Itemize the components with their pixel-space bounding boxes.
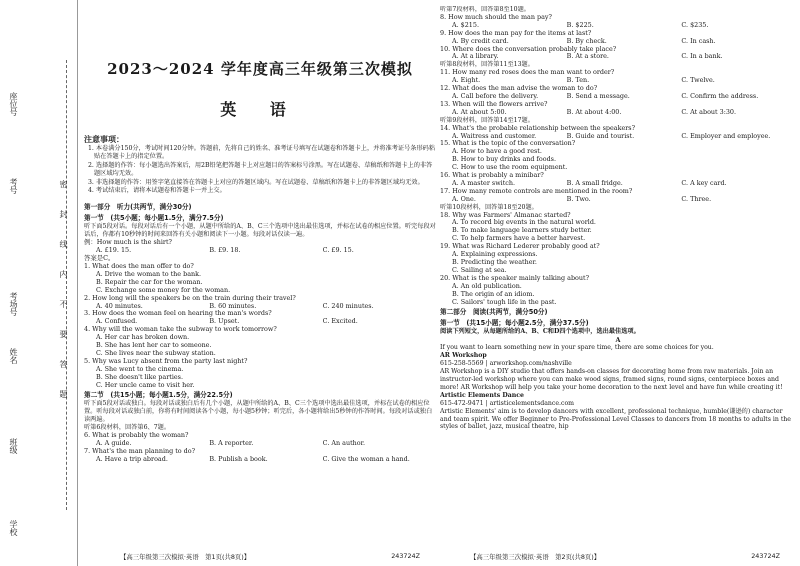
option: C. Three. bbox=[681, 194, 712, 203]
option: A. How to have a good rest. bbox=[452, 147, 542, 156]
page-one-footer bbox=[120, 552, 420, 561]
passage-subtitle: Artistic Elements Dance bbox=[440, 391, 524, 399]
question: 9. How does the man pay for the items at last? bbox=[440, 28, 592, 37]
option: B. She doesn't like parties. bbox=[96, 372, 183, 381]
option: C. In a bank. bbox=[681, 52, 723, 61]
notice-item: 1. 本卷满分150分，考试时间120分钟。答题前，先将自己的姓名、准考证号填写在试题卷和答题卡上，并将准考证号条形码粘贴在答题卡上的指定位置。 bbox=[88, 145, 436, 161]
option: B. At about 4:00. bbox=[566, 107, 622, 116]
question: 6. What is probably the woman? bbox=[84, 431, 189, 440]
binding-margin bbox=[0, 0, 78, 566]
option: C. Give the woman a hand. bbox=[322, 454, 410, 463]
seal-char: 内 bbox=[59, 270, 68, 278]
footer-label: 【高三年级第三次模拟·英语 第2页(共8页)】 bbox=[470, 553, 601, 561]
question: 10. Where does the conversation probably take place? bbox=[440, 44, 617, 53]
option: A. Call before the delivery. bbox=[452, 91, 539, 100]
question: 11. How many red roses does the man want to order? bbox=[440, 68, 615, 77]
option: B. Guide and tourist. bbox=[566, 131, 635, 140]
option: A. A master switch. bbox=[452, 178, 515, 187]
sec2-heading: 第二节 (共15小题；每小题1.5分，满分22.5分) bbox=[84, 391, 233, 400]
question-options bbox=[440, 109, 796, 117]
option: C. A key card. bbox=[681, 178, 727, 187]
option: A. Explaining expressions. bbox=[452, 250, 538, 259]
seal-char: 线 bbox=[59, 240, 68, 248]
seal-char: 密 bbox=[59, 180, 68, 188]
example-question: 例：How much is the shirt? bbox=[84, 238, 172, 247]
exam-no-label: 考号 bbox=[9, 178, 18, 194]
option: B. Upset. bbox=[209, 317, 240, 326]
room-label: 考场号 bbox=[9, 292, 18, 316]
option: B. By check. bbox=[566, 36, 607, 45]
example-answer: 答案是C。 bbox=[84, 254, 115, 263]
passage-paragraph: AR Workshop is a DIY studio that offers hands-on classes for decorating home from raw materials. Join an instructor-led workshop where you can make wood signs, framed signs, round signs, centerpiece boxes and more! AR Workshop will help you take your home decoration to the next level and have fun while creating it! bbox=[440, 368, 783, 391]
notice-item: 3. 非选择题的作答：用签字笔直接答在答题卡上对应的答题区域内。写在试题卷、草稿纸和答题卡上的非答题区域均无效。 bbox=[88, 178, 424, 186]
option: C. $235. bbox=[681, 20, 709, 29]
option: C. Her uncle came to visit her. bbox=[96, 380, 195, 389]
passage-subtitle: AR Workshop bbox=[440, 352, 487, 360]
option: A. By credit card. bbox=[452, 36, 509, 45]
option: B. At a store. bbox=[566, 52, 609, 61]
option: C. Twelve. bbox=[681, 76, 715, 85]
option: A. Her car has broken down. bbox=[96, 333, 190, 342]
option: C. How to use the room equipment. bbox=[452, 163, 568, 172]
option: B. 60 minutes. bbox=[209, 301, 257, 310]
notice-item: 4. 考试结束后，请将本试题卷和答题卡一并上交。 bbox=[88, 187, 226, 195]
option: A. To record big events in the natural world. bbox=[452, 218, 596, 227]
question: 1. What does the man offer to do? bbox=[84, 261, 194, 270]
option: A. Waitress and customer. bbox=[452, 131, 537, 140]
material-lead: 听第9段材料，回答第14至17题。 bbox=[440, 116, 534, 124]
option: B. Repair the car for the woman. bbox=[96, 277, 203, 286]
option: B. She has lent her car to someone. bbox=[96, 341, 212, 350]
question: 4. Why will the woman take the subway to work tomorrow? bbox=[84, 325, 277, 334]
option: C. £9. 15. bbox=[322, 246, 354, 255]
question: 3. How does the woman feel on hearing the man's words? bbox=[84, 309, 272, 318]
option: A. One. bbox=[452, 194, 476, 203]
example-options bbox=[84, 247, 436, 255]
question: 8. How much should the man pay? bbox=[440, 12, 552, 21]
option: A. At about 5:00. bbox=[452, 107, 507, 116]
seal-char: 封 bbox=[59, 210, 68, 218]
footer-code: 243724Z bbox=[751, 552, 780, 560]
passage-contact: 615-258-5569 | arworkshop.com/nashville bbox=[440, 360, 572, 368]
question-options bbox=[440, 196, 796, 204]
question: 2. How long will the speakers be on the train during their travel? bbox=[84, 293, 296, 302]
seal-char: 不 bbox=[59, 300, 68, 308]
material-lead: 听第7段材料，回答第8至10题。 bbox=[440, 6, 530, 13]
option: A. $215. bbox=[452, 20, 479, 29]
exam-title: 2023～2024 学年度高三年级第三次模拟 bbox=[107, 60, 413, 78]
option: B. Two. bbox=[566, 194, 591, 203]
option: C. Sailing at sea. bbox=[452, 265, 507, 274]
question: 20. What is the speaker mainly talking about? bbox=[440, 273, 589, 282]
option: A. 40 minutes. bbox=[96, 301, 143, 310]
option: A. Eight. bbox=[452, 76, 481, 85]
sec1-instructions: 听下面5段对话。每段对话后有一个小题，从题中所给的A、B、C三个选项中选出最佳选项，并标在试卷的相应位置。听完每段对话后，你都有10秒钟的时间来回答有关小题和阅读下一小题。每段对话仅读一遍。 bbox=[84, 223, 436, 239]
option: C. Excited. bbox=[322, 317, 358, 326]
question: 14. What's the probable relationship between the speakers? bbox=[440, 123, 635, 132]
question: 5. Why was Lucy absent from the party last night? bbox=[84, 356, 248, 365]
option: C. Sailors' tough life in the past. bbox=[452, 297, 557, 306]
option: B. Ten. bbox=[566, 76, 590, 85]
question: 19. What was Richard Lederer probably good at? bbox=[440, 242, 600, 251]
question-options bbox=[84, 456, 436, 464]
option: C. At about 3:30. bbox=[681, 107, 737, 116]
option: B. To make language learners study better. bbox=[452, 226, 592, 235]
part2-instructions: 阅读下列短文，从每题所给的A、B、C和D四个选项中，选出最佳选项。 bbox=[440, 328, 640, 336]
option: C. Confirm the address. bbox=[681, 91, 759, 100]
sec2-instructions: 听下面5段对话或独白。每段对话或独白后有几个小题，从题中所给的A、B、C三个选项中选出最佳选项，并标在试卷的相应位置。听每段对话或独白前，你将有时间阅读各个小题，每小题5秒钟；听完后，各小题将给出5秒钟的作答时间。每段对话或独白读两遍。 bbox=[84, 400, 433, 424]
option: A. Confused. bbox=[96, 317, 138, 326]
option: B. A small fridge. bbox=[566, 178, 623, 187]
option: B. Publish a book. bbox=[209, 454, 268, 463]
option: A. Drive the woman to the bank. bbox=[96, 269, 202, 278]
question: 7. What's the man planning to do? bbox=[84, 446, 196, 455]
option: C. She lives near the subway station. bbox=[96, 348, 216, 357]
school-label: 学校 bbox=[9, 520, 18, 536]
part2-sec1-heading: 第一节 (共15小题；每小题2.5分，满分37.5分) bbox=[440, 319, 589, 328]
footer-label: 【高三年级第三次模拟·英语 第1页(共8页)】 bbox=[120, 553, 251, 561]
option: A. Have a trip abroad. bbox=[96, 454, 168, 463]
option: A. A guide. bbox=[96, 439, 132, 447]
passage-letter: A bbox=[615, 336, 621, 345]
seal-line bbox=[66, 60, 67, 510]
question: 12. What does the man advise the woman to do? bbox=[440, 84, 598, 93]
material-lead: 听第6段材料，回答第6、7题。 bbox=[84, 424, 171, 432]
option: B. $225. bbox=[566, 20, 594, 29]
page-two bbox=[440, 6, 796, 554]
seal-char: 题 bbox=[59, 390, 68, 398]
question: 17. How many remote controls are mentioned in the room? bbox=[440, 186, 633, 195]
question: 13. When will the flowers arrive? bbox=[440, 99, 548, 108]
question: 15. What is the topic of the conversation? bbox=[440, 139, 576, 148]
option: A. She went to the cinema. bbox=[96, 364, 184, 373]
option: B. How to buy drinks and foods. bbox=[452, 155, 556, 164]
option: B. The origin of an idiom. bbox=[452, 289, 535, 298]
question: 16. What is probably a minibar? bbox=[440, 171, 544, 180]
part1-heading: 第一部分 听力(共两节，满分30分) bbox=[84, 203, 192, 212]
option: A. An old publication. bbox=[452, 281, 522, 290]
footer-code: 243724Z bbox=[391, 552, 420, 560]
option: B. £9. 18. bbox=[209, 246, 241, 255]
option: B. A reporter. bbox=[209, 439, 254, 447]
option: A. £19. 15. bbox=[96, 246, 132, 255]
seat-label: 座位号 bbox=[9, 92, 18, 116]
name-label: 姓名 bbox=[9, 348, 18, 364]
option: C. Employer and employee. bbox=[681, 131, 771, 140]
option: C. To help farmers have a better harvest. bbox=[452, 234, 586, 243]
option: B. Send a message. bbox=[566, 91, 630, 100]
passage-intro: If you want to learn something new in your spare time, there are some choices for you. bbox=[440, 344, 714, 352]
option: C. An author. bbox=[322, 439, 365, 447]
page-two-footer bbox=[470, 552, 780, 561]
sec1-heading: 第一节 (共5小题；每小题1.5分，满分7.5分) bbox=[84, 214, 224, 223]
passage-contact: 615-472-9471 | artisticelementsdance.com bbox=[440, 399, 575, 407]
option: A. At a library. bbox=[452, 52, 499, 61]
question: 18. Why was Farmers' Almanac started? bbox=[440, 210, 571, 219]
passage-paragraph: Artistic Elements' aim is to develop dancers with excellent, professional technique, humble(谦逊的) character and team spirit. We offer Beginner to Pre-Professional Level Classes to dancers from 18 months to adults in the styles of ballet, jazz, musical theatre, hip bbox=[440, 407, 791, 431]
material-lead: 听第8段材料，回答第11至13题。 bbox=[440, 61, 534, 69]
subject-title: 英 语 bbox=[220, 100, 300, 119]
material-lead: 听第10段材料，回答第18至20题。 bbox=[440, 203, 538, 211]
notice-heading: 注意事项： bbox=[84, 135, 124, 144]
seal-char: 答 bbox=[59, 360, 68, 368]
page-one bbox=[84, 6, 436, 554]
option: C. 240 minutes. bbox=[322, 301, 374, 310]
part2-heading: 第二部分 阅读(共两节，满分50分) bbox=[440, 308, 548, 317]
notice-item: 2. 选择题的作答：每小题选出答案后，用2B铅笔把答题卡上对应题目的答案标号涂黑。写在试题卷、草稿纸和答题卡上的非答题区域均无效。 bbox=[88, 161, 433, 178]
option: C. In cash. bbox=[681, 36, 716, 45]
option: B. Predicting the weather. bbox=[452, 258, 537, 266]
class-label: 班级 bbox=[9, 438, 18, 454]
option: C. Exchange some money for the woman. bbox=[96, 285, 231, 294]
seal-char: 要 bbox=[59, 330, 68, 338]
